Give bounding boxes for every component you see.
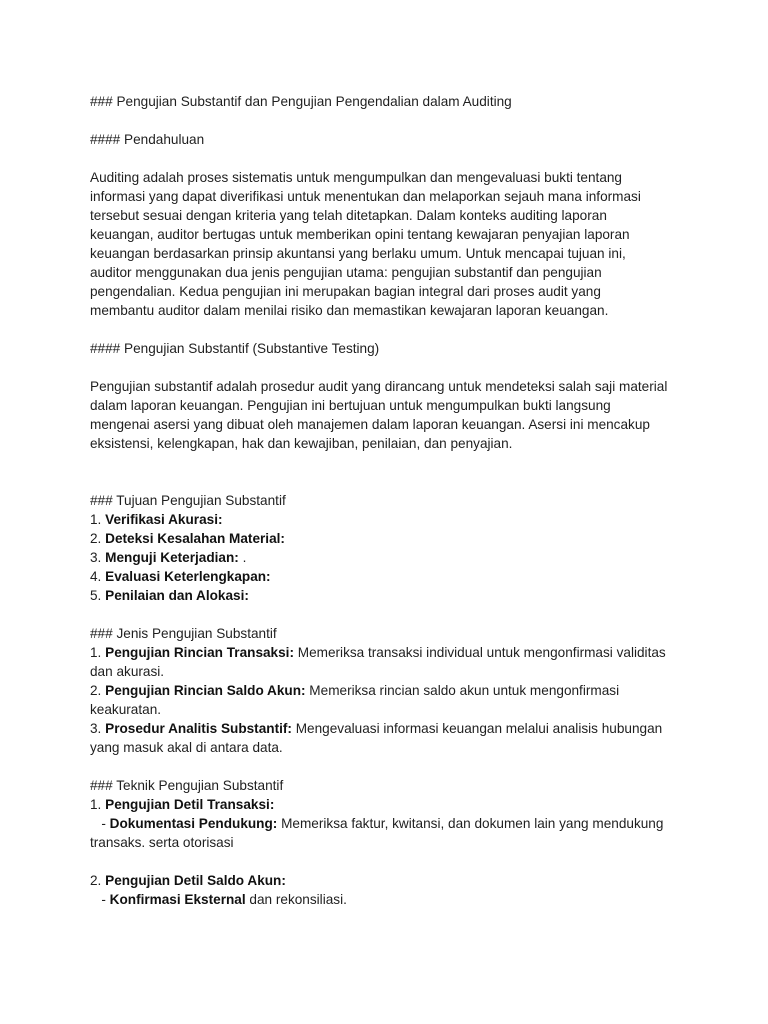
sub-list-item <box>90 814 690 833</box>
types-heading: ### Jenis Pengujian Substantif <box>90 626 277 641</box>
list-item <box>90 795 690 814</box>
intro-line: keuangan berdasarkan prinsip akuntansi yang berlaku umum. Untuk mencapai tujuan ini, <box>90 246 626 261</box>
goals-list <box>90 510 690 605</box>
document-page <box>90 92 690 909</box>
techniques-heading: ### Teknik Pengujian Substantif <box>90 778 284 793</box>
list-item <box>90 567 690 586</box>
list-item-text: . <box>238 550 247 565</box>
sub-list-item-text: Memeriksa faktur, kwitansi, dan dokumen lain yang mendukung <box>277 816 664 831</box>
substantive-line: Pengujian substantif adalah prosedur audit yang dirancang untuk mendeteksi salah saji material <box>90 379 668 394</box>
intro-line: membantu auditor dalam menilai risiko dan memastikan kewajaran laporan keuangan. <box>90 303 609 318</box>
techniques-list <box>90 795 690 909</box>
list-number: 3. <box>90 721 106 736</box>
intro-line: informasi yang dapat diverifikasi untuk menentukan dan melaporkan sejauh mana informasi <box>90 189 641 204</box>
list-number: 2. <box>90 531 106 546</box>
sub-list-item-text: dan rekonsiliasi. <box>245 892 347 907</box>
sub-list-bullet: - <box>90 816 110 831</box>
sub-list-item-title: Dokumentasi Pendukung: <box>109 816 278 831</box>
list-item-title: Deteksi Kesalahan Material: <box>105 531 285 546</box>
list-item-continuation: yang masuk akal di antara data. <box>90 740 283 755</box>
list-item-text: Memeriksa transaksi individual untuk mengonfirmasi validitas <box>293 645 666 660</box>
intro-line: tersebut sesuai dengan kriteria yang telah ditetapkan. Dalam konteks auditing laporan <box>90 208 607 223</box>
goals-heading: ### Tujuan Pengujian Substantif <box>90 493 286 508</box>
substantive-line: eksistensi, kelengkapan, hak dan kewajiban, penilaian, dan penyajian. <box>90 436 513 451</box>
list-item <box>90 643 690 662</box>
intro-heading: #### Pendahuluan <box>90 132 205 147</box>
substantive-heading: #### Pengujian Substantif (Substantive Testing) <box>90 341 380 356</box>
list-number: 1. <box>90 645 106 660</box>
list-number: 1. <box>90 512 106 527</box>
sub-list-item-title: Konfirmasi Eksternal <box>109 892 246 907</box>
main-heading: ### Pengujian Substantif dan Pengujian Pengendalian dalam Auditing <box>90 94 512 109</box>
list-item-title: Penilaian dan Alokasi: <box>105 588 249 603</box>
list-item-title: Pengujian Rincian Transaksi: <box>105 645 294 660</box>
list-number: 2. <box>90 683 106 698</box>
types-list <box>90 643 690 757</box>
list-item-title: Pengujian Rincian Saldo Akun: <box>105 683 306 698</box>
intro-paragraph <box>90 168 690 320</box>
list-number: 2. <box>90 873 106 888</box>
list-item-continuation: dan akurasi. <box>90 664 165 679</box>
sub-list-item-continuation: transaks. serta otorisasi <box>90 835 234 850</box>
sub-list-bullet: - <box>90 892 110 907</box>
substantive-line: dalam laporan keuangan. Pengujian ini bertujuan untuk mengumpulkan bukti langsung <box>90 398 611 413</box>
list-item <box>90 871 690 890</box>
intro-line: pengendalian. Kedua pengujian ini merupakan bagian integral dari proses audit yang <box>90 284 601 299</box>
list-item <box>90 548 690 567</box>
list-item <box>90 719 690 738</box>
list-item <box>90 681 690 700</box>
substantive-paragraph <box>90 377 690 453</box>
intro-line: auditor menggunakan dua jenis pengujian utama: pengujian substantif dan pengujian <box>90 265 602 280</box>
list-item-title: Prosedur Analitis Substantif: <box>105 721 292 736</box>
list-item-title: Pengujian Detil Saldo Akun: <box>105 873 286 888</box>
list-item-title: Pengujian Detil Transaksi: <box>105 797 275 812</box>
substantive-line: mengenai asersi yang dibuat oleh manajemen dalam laporan keuangan. Asersi ini mencakup <box>90 417 650 432</box>
list-number: 4. <box>90 569 106 584</box>
intro-line: keuangan, auditor bertugas untuk memberikan opini tentang kewajaran penyajian laporan <box>90 227 630 242</box>
list-number: 5. <box>90 588 106 603</box>
list-item <box>90 529 690 548</box>
list-item-text: Memeriksa rincian saldo akun untuk mengonfirmasi <box>305 683 620 698</box>
list-number: 3. <box>90 550 106 565</box>
list-item-title: Verifikasi Akurasi: <box>105 512 223 527</box>
list-item-continuation: keakuratan. <box>90 702 162 717</box>
list-item-title: Evaluasi Keterlengkapan: <box>105 569 271 584</box>
list-item-text: Mengevaluasi informasi keuangan melalui analisis hubungan <box>291 721 663 736</box>
intro-line: Auditing adalah proses sistematis untuk mengumpulkan dan mengevaluasi bukti tentang <box>90 170 622 185</box>
sub-list-item <box>90 890 690 909</box>
list-item <box>90 586 690 605</box>
list-item-title: Menguji Keterjadian: <box>105 550 239 565</box>
list-item <box>90 510 690 529</box>
list-number: 1. <box>90 797 106 812</box>
